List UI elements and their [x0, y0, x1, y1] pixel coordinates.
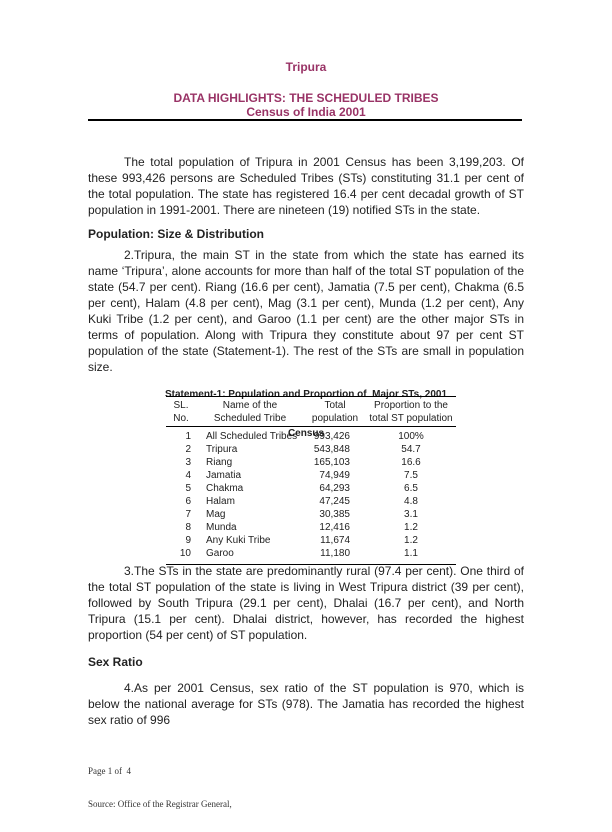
table-header-sl-no	[166, 397, 196, 427]
table-row	[166, 547, 456, 565]
cell-proportion: 1.1	[404, 548, 418, 559]
cell-sl: 9	[185, 535, 191, 546]
cell-population: 74,949	[319, 470, 350, 481]
cell-sl: 7	[185, 509, 191, 520]
cell-population: 543,848	[313, 444, 350, 455]
cell-sl: 8	[185, 522, 191, 533]
cell-sl: 1	[185, 431, 191, 442]
table-row	[166, 482, 456, 495]
table-row	[166, 427, 456, 444]
cell-name: All Scheduled Tribes	[206, 431, 298, 442]
cell-population: 12,416	[319, 522, 350, 533]
cell-population: 30,385	[319, 509, 350, 520]
cell-proportion: 3.1	[404, 509, 418, 520]
cell-proportion: 1.2	[404, 535, 418, 546]
table-header-tribe-name	[196, 397, 304, 427]
header-doc-title: DATA HIGHLIGHTS: THE SCHEDULED TRIBES	[173, 91, 439, 105]
statement-table	[166, 396, 456, 565]
paragraph-major-sts: 2.Tripura, the main ST in the state from which the state has earned its name ‘Tripura’, alone accounts for more than half of the total ST population of the state (54.7 per cent). Riang (16.6 per cent), Jamatia (7.5 per cent), Chakma (6.5 per cent), Halam (4.8 per cent), Mag (3.1 per cent), Munda (1.2 per cent), Any Kuki Tribe (1.2 per cent), and Garoo (1.1 per cent) are the other major STs in terms of population. Along with Tripura they constitute about 97 per cent ST population of the state (Statement-1). The rest of the STs are small in population size.	[88, 248, 524, 374]
table-header-sl-line2: No.	[173, 413, 189, 424]
cell-population: 47,245	[319, 496, 350, 507]
cell-population: 993,426	[313, 431, 350, 442]
paragraph-sex-ratio: 4.As per 2001 Census, sex ratio of the ST population is 970, which is below the national average for STs (978). The Jamatia has recorded the highest sex ratio of 996	[88, 681, 524, 727]
page-footer	[88, 744, 524, 832]
table-row	[166, 508, 456, 521]
cell-proportion: 4.8	[404, 496, 418, 507]
statement-table-title-line2: Census	[287, 428, 325, 439]
cell-name: Mag	[206, 509, 226, 520]
footer-source: Source: Office of the Registrar General,	[88, 799, 232, 809]
table-row	[166, 495, 456, 508]
table-row	[166, 456, 456, 469]
header-state-name: Tripura	[285, 60, 327, 74]
cell-proportion: 6.5	[404, 483, 418, 494]
table-header-tribe-line1: Name of the	[222, 400, 278, 411]
cell-sl: 3	[185, 457, 191, 468]
header-rule	[88, 119, 522, 121]
cell-proportion: 100%	[398, 431, 424, 442]
statement-table-title-line1: Statement-1: Population and Proportion of Major STs, 2001	[164, 389, 448, 400]
cell-population: 11,180	[320, 548, 350, 559]
footer-page-number: Page 1 of 4	[88, 766, 131, 776]
table-header-tribe-line2: Scheduled Tribe	[213, 413, 287, 424]
table-row	[166, 443, 456, 456]
cell-name: Riang	[206, 457, 233, 468]
cell-sl: 10	[179, 548, 191, 559]
cell-sl: 4	[185, 470, 191, 481]
cell-population: 165,103	[313, 457, 350, 468]
table-header-pop-line1: Total	[324, 400, 346, 411]
cell-proportion: 16.6	[401, 457, 421, 468]
cell-name: Garoo	[206, 548, 234, 559]
table-header-total-population	[304, 397, 366, 427]
section-heading-population: Population: Size & Distribution	[88, 227, 264, 241]
cell-name: Munda	[206, 522, 237, 533]
paragraph-rural-distribution: 3.The STs in the state are predominantly rural (97.4 per cent). One third of the total ST population of the state is living in West Tripura district (39 per cent), followed by South Tripura (29.1 per cent), Dhalai (16.7 per cent), and North Tripura (15.1 per cent). Dhalai district, however, has recorded the highest proportion (54 per cent) of ST population.	[88, 564, 524, 642]
cell-name: Any Kuki Tribe	[206, 535, 271, 546]
table-header-sl-line1: SL.	[173, 400, 189, 411]
table-row	[166, 469, 456, 482]
table-header-prop-line2: total ST population	[369, 413, 453, 424]
cell-sl: 6	[185, 496, 191, 507]
cell-population: 11,674	[320, 535, 350, 546]
table-header-row	[166, 397, 456, 427]
cell-name: Tripura	[206, 444, 238, 455]
cell-proportion: 7.5	[404, 470, 418, 481]
table-header-pop-line2: population	[311, 413, 359, 424]
cell-name: Jamatia	[206, 470, 242, 481]
table-header-proportion	[366, 397, 456, 427]
section-heading-sex-ratio: Sex Ratio	[88, 655, 143, 669]
table-header-prop-line1: Proportion to the	[374, 400, 448, 411]
cell-proportion: 54.7	[401, 444, 421, 455]
cell-sl: 2	[185, 444, 191, 455]
cell-name: Chakma	[206, 483, 244, 494]
cell-sl: 5	[185, 483, 191, 494]
header-doc-subtitle: Census of India 2001	[246, 105, 366, 119]
cell-name: Halam	[206, 496, 235, 507]
table-row	[166, 534, 456, 547]
cell-population: 64,293	[319, 483, 350, 494]
table-row	[166, 521, 456, 534]
paragraph-total-population: The total population of Tripura in 2001 Census has been 3,199,203. Of these 993,426 persons are Scheduled Tribes (STs) constituting 31.1 per cent of the total population. The state has registered 16.4 per cent decadal growth of ST population in 1991-2001. There are nineteen (19) notified STs in the state.	[88, 155, 524, 217]
cell-proportion: 1.2	[404, 522, 418, 533]
